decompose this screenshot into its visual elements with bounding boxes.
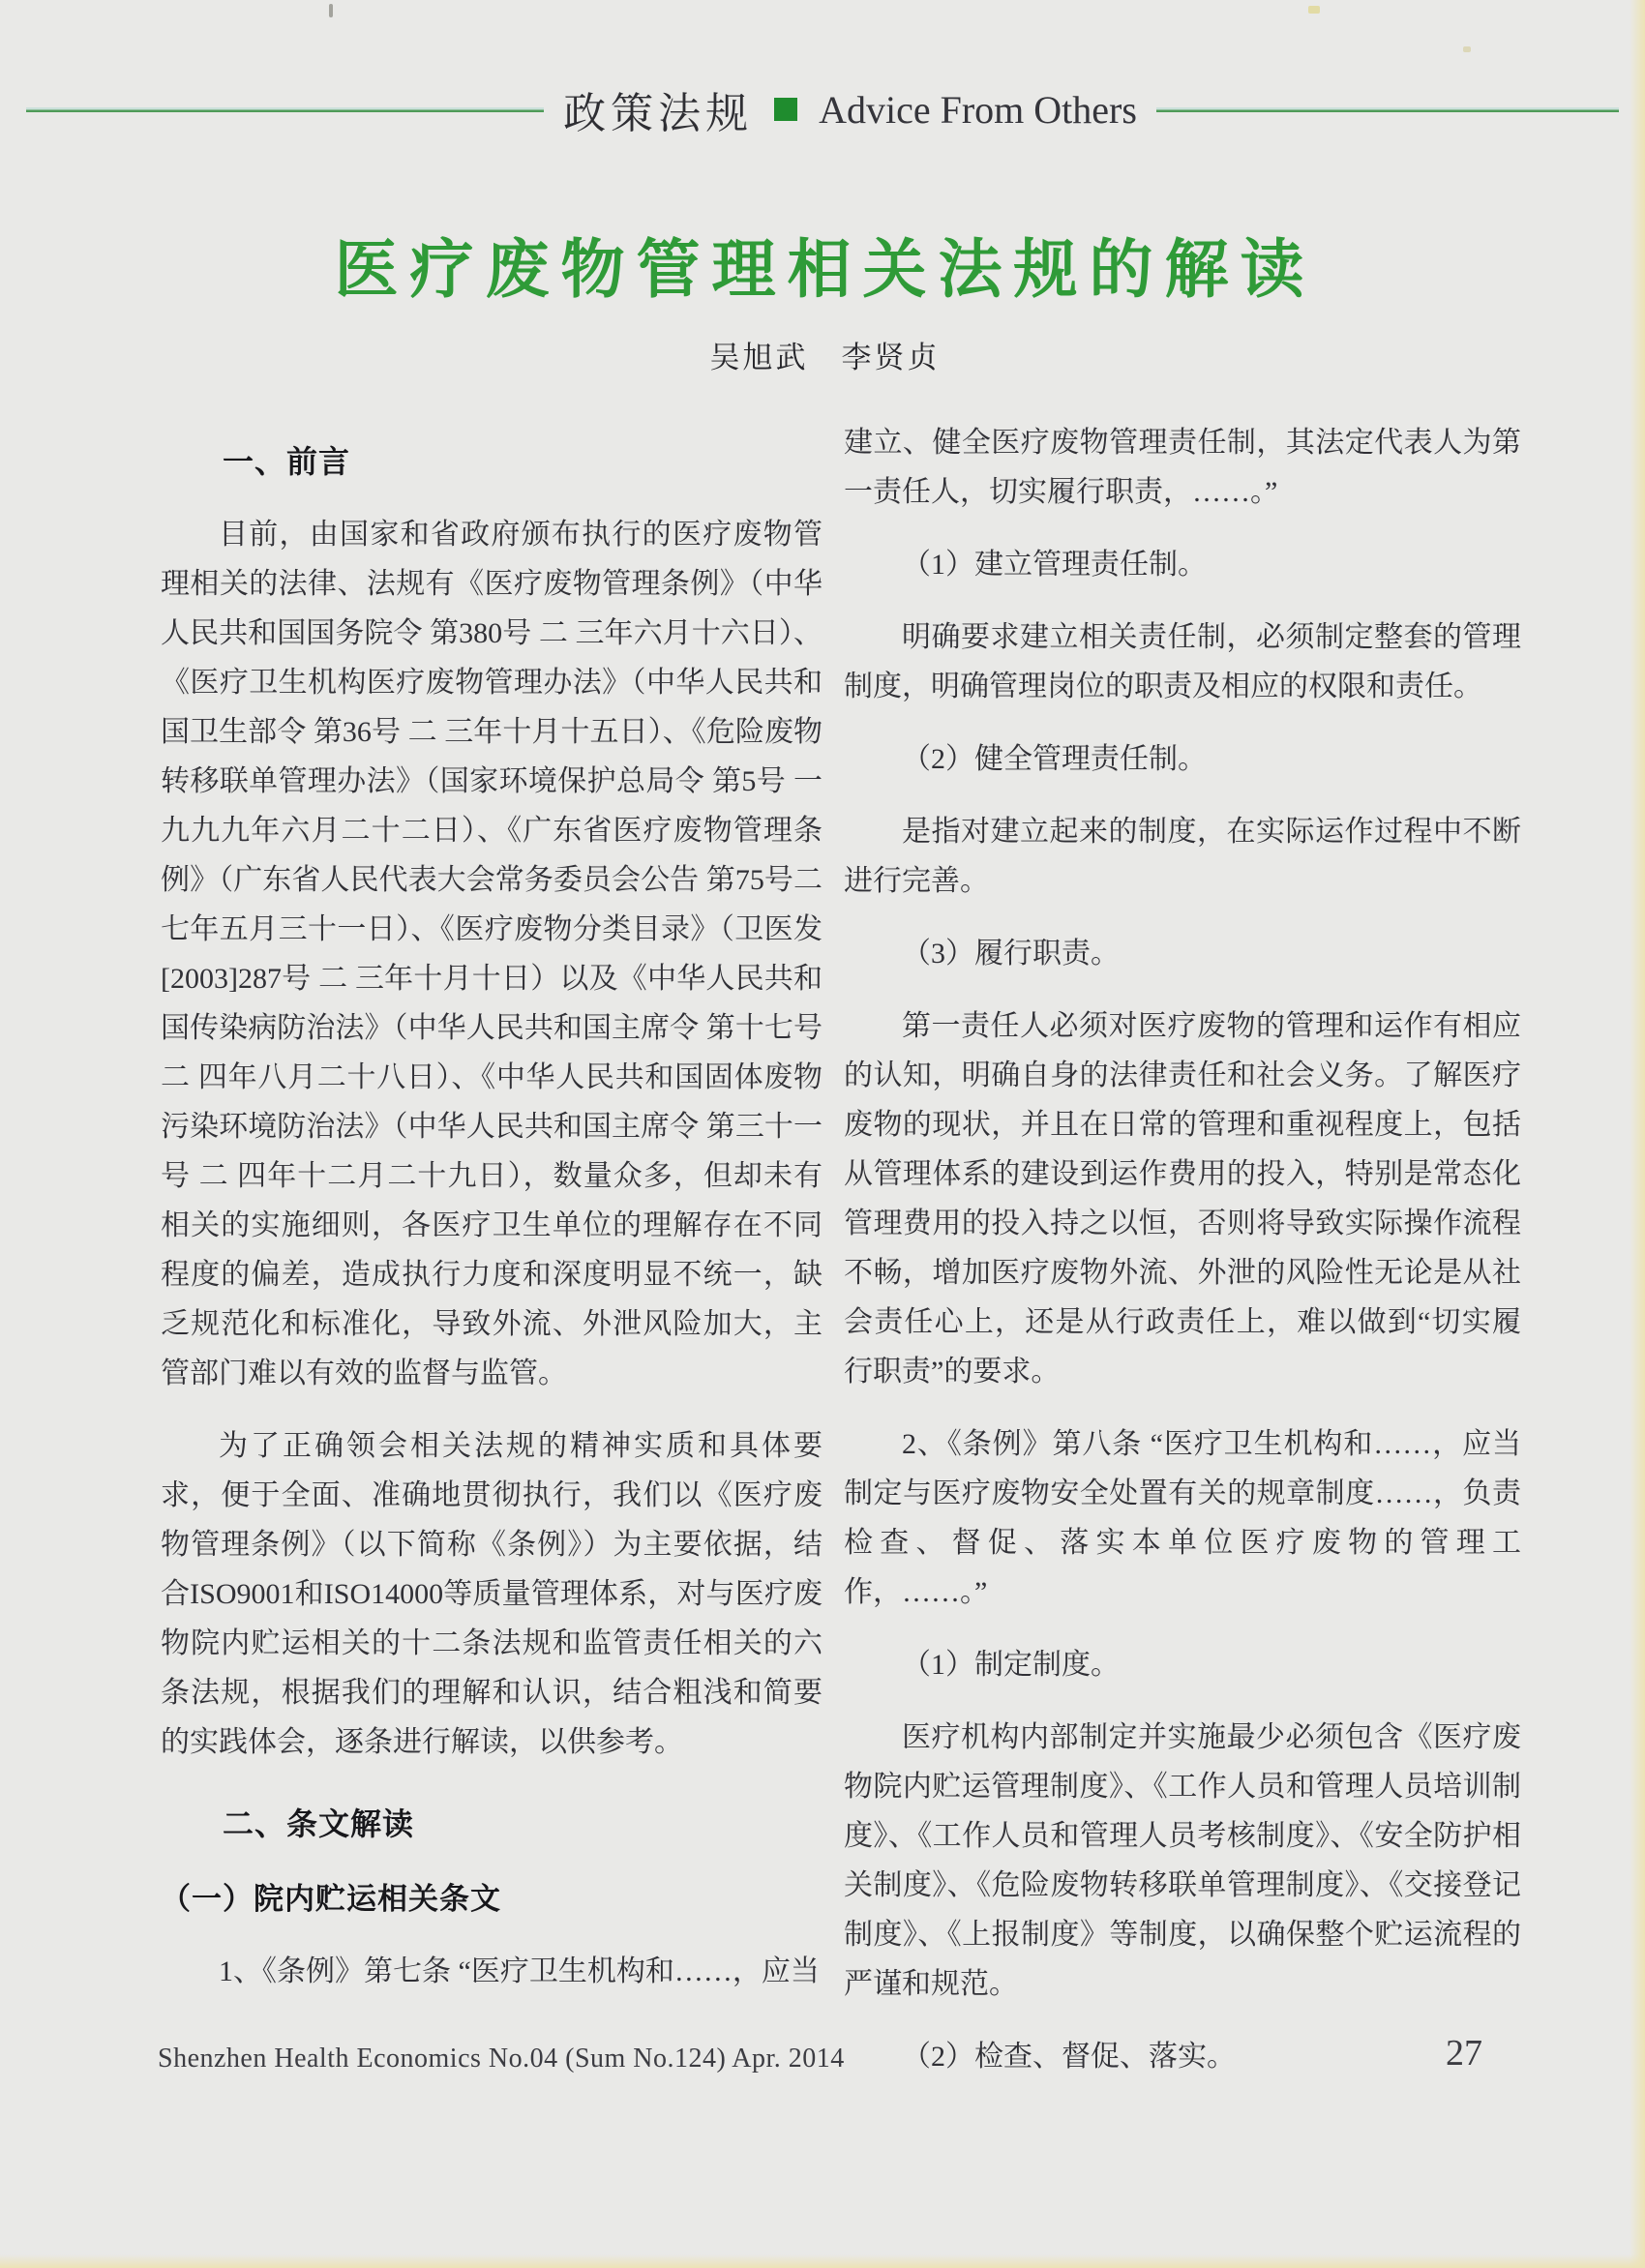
section-heading: 一、前言	[223, 444, 351, 479]
body-column-right	[844, 418, 1521, 2081]
body-paragraph: 是指对建立起来的制度，在实际运作过程中不断进行完善。	[844, 816, 1521, 897]
body-paragraph: 医疗机构内部制定并实施最少必须包含《医疗废物院内贮运管理制度》、《工作人员和管理人员培训制度》、《工作人员和管理人员考核制度》、《安全防护相关制度》、《危险废物转移联单管理制度》、《交接登记制度》、《上报制度》等制度，以确保整个贮运流程的严谨和规范。	[844, 1721, 1521, 2000]
body-paragraph: 建立、健全医疗废物管理责任制，其法定代表人为第一责任人，切实履行职责，……。”	[844, 427, 1521, 508]
scan-speck	[1463, 46, 1471, 52]
footer-page-number: 27	[1446, 2033, 1482, 2074]
article-authors: 吴旭武 李贤贞	[709, 341, 941, 374]
footer-journal-line: Shenzhen Health Economics No.04 (Sum No.124) Apr. 2014	[158, 2044, 845, 2074]
page-header	[0, 85, 1645, 137]
body-paragraph: 1、《条例》第七条 “医疗卫生机构和……，应当	[219, 1955, 820, 1987]
article-title: 医疗废物管理相关法规的解读	[334, 233, 1316, 305]
section-title-cn: 政策法规	[563, 90, 754, 137]
section-heading: （一）院内贮运相关条文	[161, 1882, 501, 1916]
body-paragraph: 2、《条例》第八条 “医疗卫生机构和……，应当制定与医疗废物安全处置有关的规章制度……，负责检查、督促、落实本单位医疗废物的管理工作，……。”	[844, 1428, 1521, 1608]
scan-speck	[1308, 6, 1320, 14]
section-divider-square-icon	[774, 98, 797, 121]
page-edge-right	[1630, 0, 1645, 2268]
scan-speck	[329, 4, 333, 17]
page-edge-bottom	[0, 2254, 1645, 2268]
section-title-en: Advice From Others	[819, 87, 1137, 132]
header-rule-right	[1156, 107, 1619, 112]
body-paragraph: 明确要求建立相关责任制，必须制定整套的管理制度，明确管理岗位的职责及相应的权限和责任。	[844, 621, 1521, 702]
body-column-left	[161, 437, 822, 1996]
body-paragraph: 目前，由国家和省政府颁布执行的医疗废物管理相关的法律、法规有《医疗废物管理条例》（中华人民共和国国务院令 第380号 二 三年六月十六日）、《医疗卫生机构医疗废物管理办法》（中华人民共和国卫生部令 第36号 二 三年十月十五日）、《危险废物转移联单管理办法》（国家环境保护总局令 第5号 一九九九年六月二十二日）、《广东省医疗废物管理条例》（广东省人民代表大会常务委员会公告 第75号二 七年五月三十一日）、《医疗废物分类目录》（卫医发[2003]287号 二 三年十月十日）以及《中华人民共和国传染病防治法》（中华人民共和国主席令 第十七号 二 四年八月二十八日）、《中华人民共和国固体废物污染环境防治法》（中华人民共和国主席令 第三十一号 二 四年十二月二十九日），数量众多，但却未有相关的实施细则，各医疗卫生单位的理解存在不同程度的偏差，造成执行力度和深度明显不统一，缺乏规范化和标准化，导致外流、外泄风险加大，主管部门难以有效的监督与监管。	[161, 519, 822, 1389]
body-paragraph: 为了正确领会相关法规的精神实质和具体要求，便于全面、准确地贯彻执行，我们以《医疗废物管理条例》（以下简称《条例》）为主要依据，结合ISO9001和ISO14000等质量管理体系，对与医疗废物院内贮运相关的十二条法规和监管责任相关的六条法规，根据我们的理解和认识，结合粗浅和简要的实践体会，逐条进行解读，以供参考。	[161, 1430, 822, 1758]
body-paragraph: （2）检查、督促、落实。	[902, 2041, 1236, 2073]
body-paragraph: （1）建立管理责任制。	[902, 549, 1207, 581]
body-paragraph: （2）健全管理责任制。	[902, 743, 1207, 775]
section-heading: 二、条文解读	[223, 1806, 415, 1841]
header-rule-left	[26, 107, 544, 112]
body-paragraph: 第一责任人必须对医疗废物的管理和运作有相应的认知，明确自身的法律责任和社会义务。了解医疗废物的现状，并且在日常的管理和重视程度上，包括从管理体系的建设到运作费用的投入，特别是常态化管理费用的投入持之以恒，否则将导致实际操作流程不畅，增加医疗废物外流、外泄的风险性无论是从社会责任心上，还是从行政责任上，难以做到“切实履行职责”的要求。	[844, 1010, 1521, 1388]
body-paragraph: （1）制定制度。	[902, 1649, 1120, 1681]
body-paragraph: （3）履行职责。	[902, 938, 1120, 970]
